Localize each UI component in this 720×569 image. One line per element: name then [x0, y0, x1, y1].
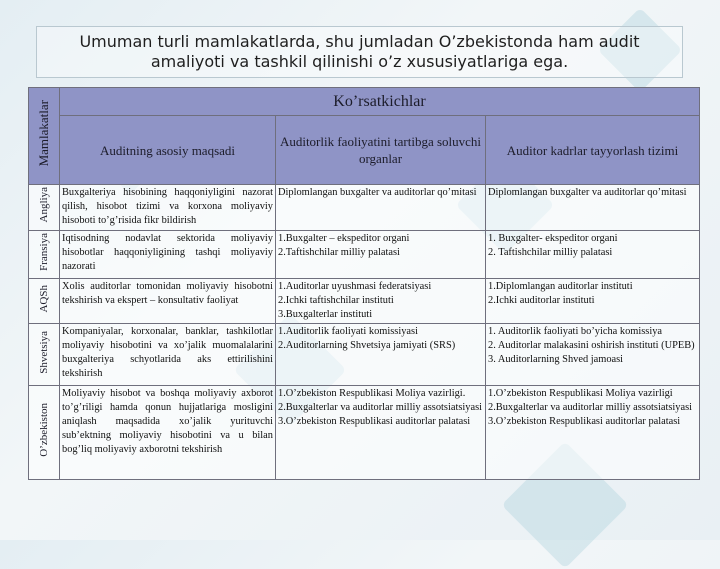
country-cell — [29, 324, 60, 386]
training-cell — [486, 386, 700, 480]
regulators-item: 2.Taftishchilar milliy palatasi — [278, 247, 400, 258]
regulators-item: 2.Buxgalterlar va auditorlar milliy assotsiatsiyasi — [278, 402, 483, 413]
table-row — [29, 386, 700, 480]
country-cell — [29, 185, 60, 231]
country-label: Angliya — [38, 187, 50, 223]
regulators-item: 3.Buxgalterlar instituti — [278, 309, 373, 320]
regulators-item: 1.Buxgalter – ekspeditor organi — [278, 233, 410, 244]
country-cell — [29, 279, 60, 324]
purpose-cell — [60, 185, 276, 231]
training-item: 2.Buxgalterlar va auditorlar milliy assotsiatsiyasi — [488, 402, 693, 413]
countries-header — [29, 88, 60, 185]
country-label: Shvetsiya — [38, 330, 50, 374]
training-item: 2.Ichki auditorlar instituti — [488, 295, 595, 306]
slide-title — [36, 26, 683, 78]
training-cell — [486, 279, 700, 324]
training-item: 1.Diplomlangan auditorlar instituti — [488, 281, 633, 292]
countries-header-label: Mamlakatlar — [36, 100, 51, 167]
title-line-1: Umuman turli mamlakatlarda, shu jumladan O’zbekistonda ham audit — [79, 32, 640, 51]
indicators-header: Ko’rsatkichlar — [60, 88, 700, 116]
training-item: 3. Auditorlarning Shved jamoasi — [488, 354, 624, 365]
regulators-item: 2.Auditorlarning Shvetsiya jamiyati (SRS) — [278, 340, 456, 351]
regulators-item: 1.Auditorlar uyushmasi federatsiyasi — [278, 281, 432, 292]
country-cell — [29, 386, 60, 480]
regulators-cell — [276, 185, 486, 231]
training-item: 1. Buxgalter- ekspeditor organi — [488, 233, 618, 244]
purpose-item: Moliyaviy hisobot va boshqa moliyaviy axborot to’g’riligi hamda qonun hujjatlariga mosligini aniqlash maqsadida xo’jalik yurituvchi sub’ektning moliyaviy hisobotini va u bilan bog’liq moliyaviy axborotni tekshirish — [62, 388, 273, 455]
training-item: Diplomlangan buxgalter va auditorlar qo’mitasi — [488, 187, 687, 198]
column-header-training: Auditor kadrlar tayyorlash tizimi — [486, 116, 700, 185]
regulators-item: 3.O’zbekiston Respublikasi auditorlar palatasi — [278, 416, 471, 427]
regulators-cell — [276, 279, 486, 324]
table-row — [29, 185, 700, 231]
purpose-cell — [60, 386, 276, 480]
audit-comparison-table — [28, 87, 700, 480]
purpose-item: Xolis auditorlar tomonidan moliyaviy hisobotni tekshirish va ekspert – konsultativ faoliyat — [62, 281, 273, 306]
training-item: 1.O’zbekiston Respublikasi Moliya vazirligi — [488, 388, 673, 399]
regulators-cell — [276, 231, 486, 279]
purpose-item: Iqtisodning nodavlat sektorida moliyaviy hisobotlar haqqoniyligining tashqi moliyaviy nazorati — [62, 233, 273, 272]
table-body — [29, 185, 700, 480]
purpose-cell — [60, 279, 276, 324]
table-row — [29, 231, 700, 279]
training-cell — [486, 324, 700, 386]
regulators-item: 1.O’zbekiston Respublikasi Moliya vazirligi. — [278, 388, 466, 399]
training-item: 1. Auditorlik faoliyati bo’yicha komissiya — [488, 326, 663, 337]
column-header-regulators: Auditorlik faoliyatini tartibga soluvchi organlar — [276, 116, 486, 185]
regulators-cell — [276, 386, 486, 480]
regulators-item: 2.Ichki taftishchilar instituti — [278, 295, 394, 306]
column-header-purpose: Auditning asosiy maqsadi — [60, 116, 276, 185]
title-line-2: amaliyoti va tashkil qilinishi o’z xususiyatlariga ega. — [150, 52, 569, 71]
training-item: 3.O’zbekiston Respublikasi auditorlar palatasi — [488, 416, 681, 427]
table-row — [29, 279, 700, 324]
purpose-cell — [60, 324, 276, 386]
training-item: 2. Auditorlar malakasini oshirish instituti (UPEB) — [488, 340, 695, 351]
purpose-item: Buxgalteriya hisobining haqqoniyligini nazorat qilish, hisobot tizimi va korxona moliyaviy hisoboti to’g’risida fikr bildirish — [62, 187, 273, 226]
purpose-cell — [60, 231, 276, 279]
regulators-item: Diplomlangan buxgalter va auditorlar qo’mitasi — [278, 187, 477, 198]
country-cell — [29, 231, 60, 279]
regulators-cell — [276, 324, 486, 386]
country-label: Fransiya — [38, 233, 50, 271]
purpose-item: Kompaniyalar, korxonalar, banklar, tashkilotlar moliyaviy hisobotini va xo’jalik muomalalarini buxgalteriya schyotlarida aks ettirilishini tekshirish — [62, 326, 273, 379]
country-label: AQSh — [38, 284, 50, 313]
country-label: O’zbekiston — [38, 403, 50, 457]
training-cell — [486, 185, 700, 231]
table-row — [29, 324, 700, 386]
regulators-item: 1.Auditorlik faoliyati komissiyasi — [278, 326, 418, 337]
training-cell — [486, 231, 700, 279]
training-item: 2. Taftishchilar milliy palatasi — [488, 247, 613, 258]
